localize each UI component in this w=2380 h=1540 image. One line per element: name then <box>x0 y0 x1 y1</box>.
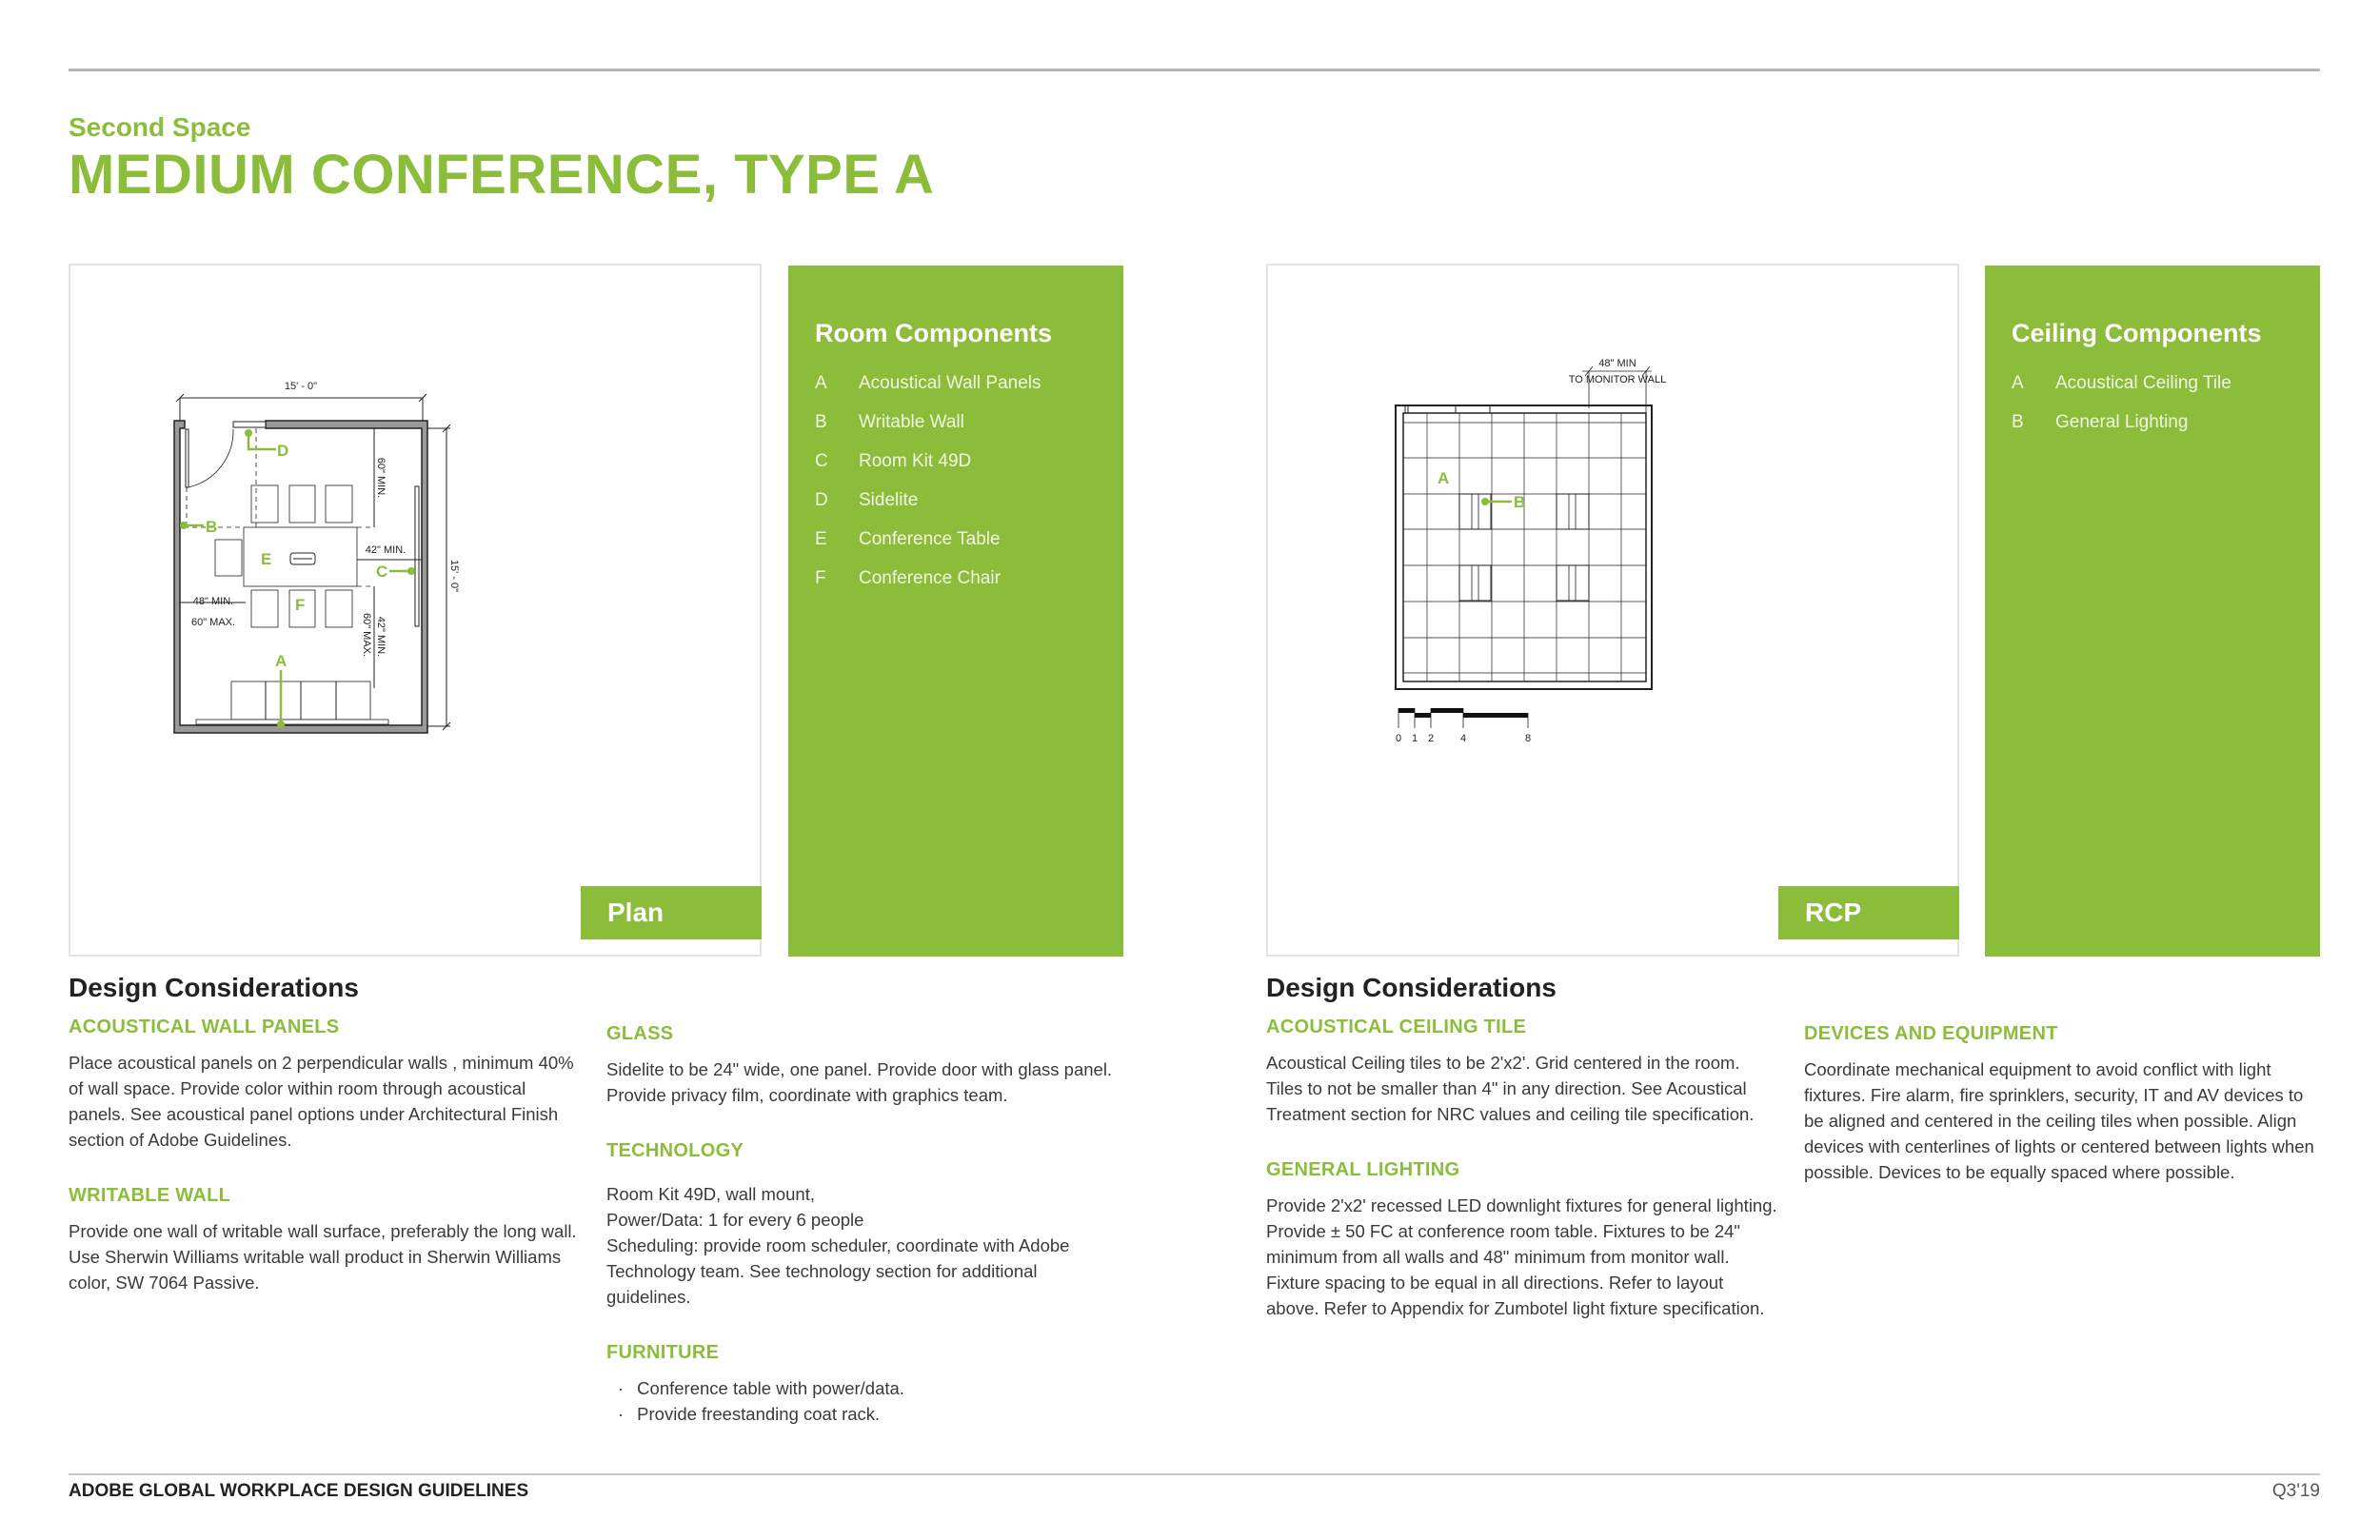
subheading: GLASS <box>606 1023 674 1044</box>
scale-bar <box>1398 708 1528 718</box>
callout-e: E <box>261 550 272 568</box>
scale-label: 2 <box>1427 733 1435 744</box>
section-heading: Design Considerations <box>69 973 359 1002</box>
design-considerations-right <box>1266 973 1780 1353</box>
callout-b: B <box>206 518 218 536</box>
subheading: DEVICES AND EQUIPMENT <box>1804 1023 2058 1044</box>
room-components-title: Room Components <box>815 319 1052 347</box>
callout-d: D <box>277 442 289 460</box>
dim-42-min-side: 42" MIN. <box>365 544 407 556</box>
dim-60-max: 60" MAX. <box>190 617 236 628</box>
component-item: F Conference Chair <box>815 568 1001 588</box>
rcp-callout-a: A <box>1438 469 1450 487</box>
footer-title: ADOBE GLOBAL WORKPLACE DESIGN GUIDELINES <box>69 1481 529 1501</box>
subheading: FURNITURE <box>606 1342 720 1363</box>
rcp-dim-bottom: TO MONITOR WALL <box>1568 374 1667 385</box>
dim-60-max-bottom: 60" MAX. <box>361 612 372 658</box>
page-subtitle: Second Space <box>69 112 251 142</box>
component-item: A Acoustical Ceiling Tile <box>2012 373 2231 393</box>
subheading: GENERAL LIGHTING <box>1266 1159 1460 1180</box>
plan-drawing <box>69 264 762 957</box>
scale-label: 8 <box>1524 733 1532 744</box>
callout-a: A <box>275 652 288 670</box>
rcp-callout-b: B <box>1514 493 1526 511</box>
dim-60-min: 60" MIN. <box>375 457 387 499</box>
component-item: C Room Kit 49D <box>815 451 972 471</box>
ceiling-components-panel <box>1985 266 2320 957</box>
component-item: B Writable Wall <box>815 412 964 432</box>
bullet-item: · Provide freestanding coat rack. <box>606 1401 1125 1427</box>
section-heading: Design Considerations <box>1266 973 1557 1002</box>
paragraph: Sidelite to be 24" wide, one panel. Provide door with glass panel. Provide privacy film, coordinate with graphics team. <box>606 1059 1113 1105</box>
reflected-ceiling-plan <box>1268 266 1961 958</box>
design-considerations-mid <box>606 1023 1125 1427</box>
paragraph: Room Kit 49D, wall mount, Power/Data: 1 for every 6 people Scheduling: provide room scheduler, coordinate with Adobe Technology team. See technology section for additional guidelines. <box>606 1184 1070 1307</box>
subheading: ACOUSTICAL WALL PANELS <box>69 1017 340 1037</box>
callout-c: C <box>376 563 388 581</box>
scale-label: 0 <box>1395 733 1402 744</box>
bullet-item: · Conference table with power/data. <box>606 1375 1125 1401</box>
footer-rule <box>69 1473 2320 1475</box>
ceiling-components-title: Ceiling Components <box>2012 319 2262 347</box>
plan-width-dim: 15' - 0" <box>284 381 318 392</box>
subheading: WRITABLE WALL <box>69 1185 231 1206</box>
scale-label: 4 <box>1459 733 1467 744</box>
subheading: ACOUSTICAL CEILING TILE <box>1266 1017 1527 1037</box>
paragraph: Place acoustical panels on 2 perpendicular walls , minimum 40% of wall space. Provide color within room through acoustical panels. See acoustical panel options under Architectural Finish section of Adobe Guidelines. <box>69 1053 574 1150</box>
component-item: D Sidelite <box>815 490 919 510</box>
component-item: A Acoustical Wall Panels <box>815 373 1041 393</box>
footer-date: Q3'19 <box>2271 1481 2320 1501</box>
paragraph: Provide 2'x2' recessed LED downlight fixtures for general lighting. Provide ± 50 FC at conference room table. Fixtures to be 24" minimum from all walls and 48" minimum from monitor wall. Fixture spacing to be equal in all directions. Refer to layout above. Refer to Appendix for Zumbotel light fixture specification. <box>1266 1195 1777 1318</box>
paragraph: Acoustical Ceiling tiles to be 2'x2'. Grid centered in the room. Tiles to not be smaller than 4" in any direction. See Acoustical Treatment section for NRC values and ceiling tile specification. <box>1266 1053 1755 1124</box>
rcp-tag: RCP <box>1778 886 1959 939</box>
plan-tag: Plan <box>581 886 762 939</box>
dim-42-min-bottom: 42" MIN. <box>375 616 387 658</box>
paragraph: Provide one wall of writable wall surface, preferably the long wall. Use Sherwin Williams writable wall product in Sherwin Williams color, SW 7064 Passive. <box>69 1221 577 1293</box>
plan-height-dim: 15' - 0" <box>448 559 460 593</box>
room-components-panel <box>788 266 1123 957</box>
design-considerations-far <box>1804 1023 2318 1217</box>
dim-48-min: 48" MIN. <box>192 596 234 607</box>
component-item: E Conference Table <box>815 529 1001 549</box>
page-title: MEDIUM CONFERENCE, TYPE A <box>69 144 935 206</box>
paragraph: Coordinate mechanical equipment to avoid conflict with light fixtures. Fire alarm, fire sprinklers, security, IT and AV devices to be aligned and centered in the ceiling tiles when possible. Align devices with centerlines of lights or centered between lights when possible. Devices to be equally spaced where possible. <box>1804 1059 2314 1182</box>
subheading: TECHNOLOGY <box>606 1140 744 1161</box>
scale-label: 1 <box>1411 733 1418 744</box>
top-rule <box>69 69 2320 71</box>
design-considerations-left <box>69 973 583 1328</box>
component-item: B General Lighting <box>2012 412 2189 432</box>
floor-plan <box>70 266 764 958</box>
callout-f: F <box>295 596 306 614</box>
rcp-dim-top: 48" MIN <box>1598 358 1636 369</box>
rcp-drawing <box>1266 264 1959 957</box>
